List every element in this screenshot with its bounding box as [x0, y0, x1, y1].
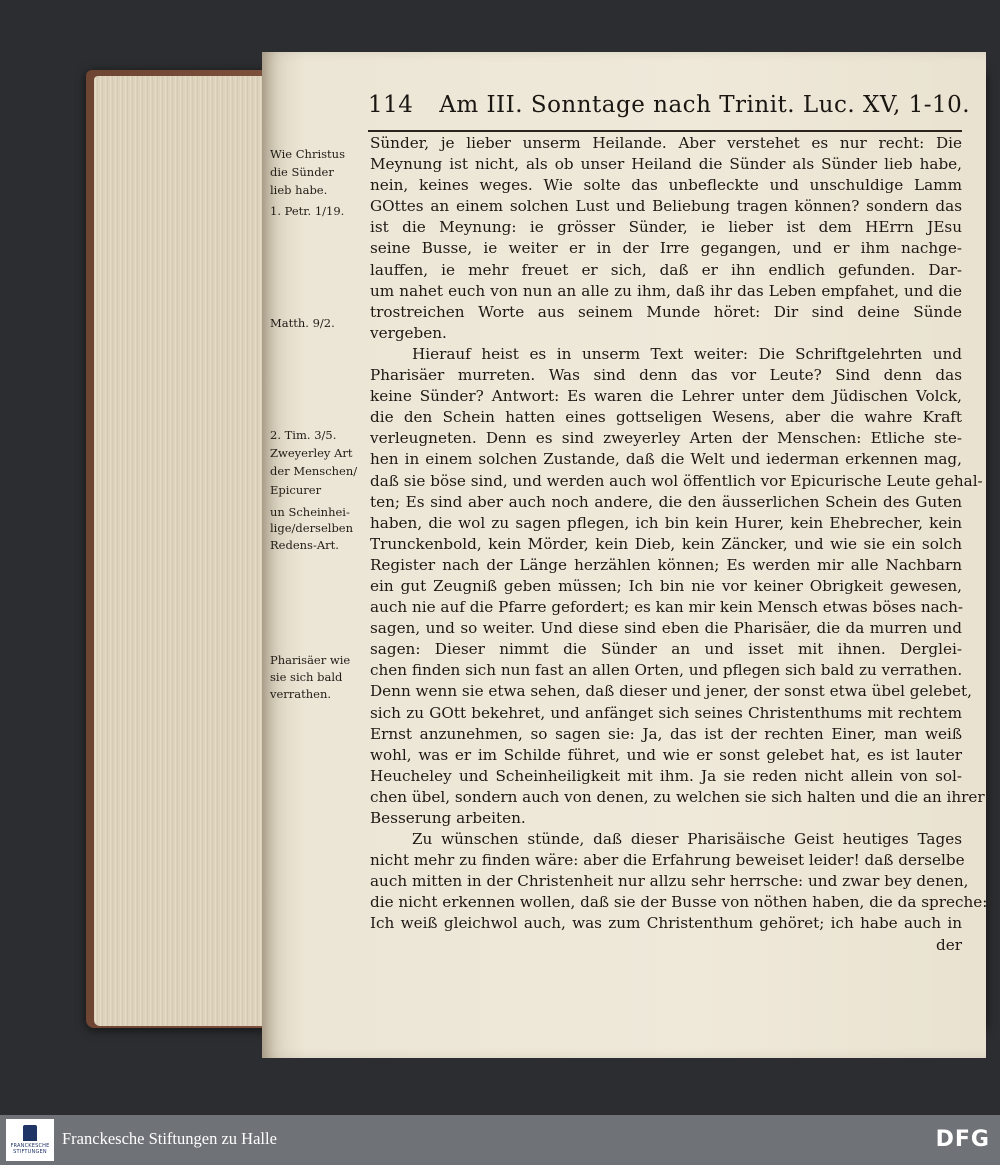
dfg-logo[interactable]: DFG: [935, 1127, 990, 1152]
margin-note: un Scheinhei-: [270, 505, 350, 519]
text-line: ein gut Zeugniß geben müssen; Ich bin nie vor keiner Obrigkeit gewesen,: [370, 576, 962, 595]
text-line: die den Schein hatten eines gottseligen Wesens, aber die wahre Kraft: [370, 408, 962, 427]
text-line: daß sie böse sind, und werden auch wol öffentlich vor Epicurische Leute gehal-: [370, 471, 983, 490]
text-line: Ich weiß gleichwol auch, was zum Christenthum gehöret; ich habe auch in: [370, 914, 962, 933]
text-line: Zu wünschen stünde, daß dieser Pharisäische Geist heutiges Tages: [412, 830, 962, 849]
text-line: die nicht erkennen wollen, daß sie der Busse von nöthen haben, die da spreche:: [370, 893, 988, 912]
footer-title: Franckesche Stiftungen zu Halle: [62, 1129, 277, 1148]
text-line: nicht mehr zu finden wäre: aber die Erfahrung beweiset leider! daß derselbe: [370, 851, 965, 870]
text-line: Trunckenbold, kein Mörder, kein Dieb, kein Zäncker, und wie sie ein solch: [370, 534, 962, 553]
text-line: verleugneten. Denn es sind zweyerley Arten der Menschen: Etliche ste-: [370, 429, 962, 448]
text-line: wohl, was er im Schilde führet, und wie er sonst gelebet hat, es ist lauter: [370, 745, 962, 764]
margin-note: verrathen.: [270, 687, 332, 701]
text-line: um nahet euch von nun an alle zu ihm, daß ihr das Leben empfahet, und die: [370, 281, 962, 300]
text-line: Ernst anzunehmen, so sagen sie: Ja, das ist der rechten Einer, man weiß: [370, 724, 962, 743]
text-line: haben, die wol zu sagen pflegen, ich bin kein Hurer, kein Ehebrecher, kein: [370, 513, 962, 532]
margin-note: lieb habe.: [270, 183, 328, 197]
text-line: sagen, und so weiter. Und diese sind eben die Pharisäer, die da murren und: [370, 619, 962, 638]
franckesche-stiftungen-logo[interactable]: [6, 1119, 54, 1161]
margin-note: sie sich bald: [270, 670, 343, 684]
page-edges: [94, 76, 262, 1026]
text-line: vergeben.: [370, 323, 447, 342]
body-text: [370, 133, 988, 956]
margin-note: Redens-Art.: [270, 538, 339, 552]
text-line: keine Sünder? Antwort: Es waren die Lehrer unter dem Jüdischen Volck,: [370, 387, 962, 406]
text-line: sich zu GOtt bekehret, und anfänget sich seines Christenthums mit rechtem: [370, 703, 962, 722]
text-line: nein, keines weges. Wie solte das unbefleckte und unschuldige Lamm: [370, 176, 962, 195]
margin-note: Epicurer: [270, 483, 322, 497]
text-line: Hierauf heist es in unserm Text weiter: Die Schriftgelehrten und: [412, 344, 962, 363]
margin-note: Wie Christus: [270, 147, 345, 161]
logo-text: FRANCKESCHE STIFTUNGEN: [10, 1143, 50, 1155]
text-line: chen übel, sondern auch von denen, zu welchen sie sich halten und die an ihrer: [370, 787, 985, 806]
text-line: ten; Es sind aber auch noch andere, die den äusserlichen Schein des Guten: [370, 492, 962, 511]
building-icon: [23, 1125, 37, 1141]
catchword: der: [936, 935, 962, 954]
text-line: Register nach der Länge herzählen können; Es werden mir alle Nachbarn: [370, 555, 962, 574]
header-rule: [368, 130, 962, 132]
text-line: auch nie auf die Pfarre gefordert; es kan mir kein Mensch etwas böses nach-: [370, 598, 964, 617]
page-number: 114: [368, 92, 414, 118]
footer-bar: [0, 1115, 1000, 1165]
margin-note: Matth. 9/2.: [270, 316, 335, 330]
text-line: hen in einem solchen Zustande, daß die Welt und iederman erkennen mag,: [370, 450, 962, 469]
margin-note: der Menschen/: [270, 464, 358, 478]
margin-note: Pharisäer wie: [270, 653, 351, 667]
margin-note: 1. Petr. 1/19.: [270, 204, 345, 218]
text-line: ist die Meynung: ie grösser Sünder, ie lieber ist dem HErrn JEsu: [370, 218, 962, 237]
text-line: auch mitten in der Christenheit nur allzu sehr herrsche: und zwar bey denen,: [370, 872, 969, 891]
margin-note: 2. Tim. 3/5.: [270, 428, 337, 442]
margin-note: lige/derselben: [270, 521, 354, 535]
text-line: Denn wenn sie etwa sehen, daß dieser und jener, der sonst etwa übel gelebet,: [370, 682, 972, 701]
text-line: Heucheley und Scheinheiligkeit mit ihm. Ja sie reden nicht allein von sol-: [370, 766, 962, 785]
running-title: Am III. Sonntage nach Trinit. Luc. XV, 1-10.: [439, 92, 971, 118]
margin-note: die Sünder: [270, 165, 334, 179]
text-line: Meynung ist nicht, als ob unser Heiland die Sünder als Sünder lieb habe,: [370, 155, 962, 174]
text-line: lauffen, ie mehr freuet er sich, daß er ihn endlich gefunden. Dar-: [370, 260, 962, 279]
text-line: Pharisäer murreten. Was sind denn das vor Leute? Sind denn das: [370, 366, 962, 385]
text-line: sagen: Dieser nimmt die Sünder an und isset mit ihnen. Derglei-: [370, 640, 962, 659]
text-line: Sünder, je lieber unserm Heilande. Aber verstehet es nur recht: Die: [370, 134, 962, 152]
text-line: seine Busse, ie weiter er in der Irre gegangen, und er ihm nachge-: [370, 239, 962, 258]
text-line: chen finden sich nun fast an allen Orten, und pflegen sich bald zu verrathen.: [370, 661, 963, 680]
text-line: Besserung arbeiten.: [370, 809, 526, 827]
text-line: trostreichen Worte aus seinem Munde höret: Dir sind deine Sünde: [370, 302, 962, 321]
text-line: GOttes an einem solchen Lust und Beliebung tragen können? sondern das: [370, 197, 962, 216]
page-header: [368, 92, 971, 118]
margin-note: Zweyerley Art: [270, 446, 353, 460]
